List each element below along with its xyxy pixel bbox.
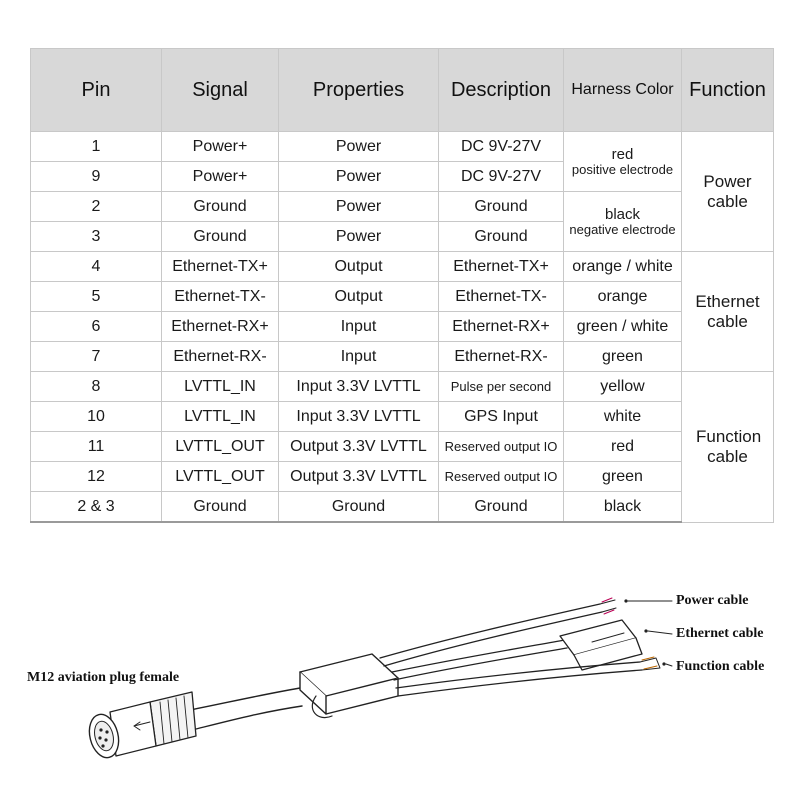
harness-cell: red [564, 432, 682, 462]
properties-cell: Output [279, 282, 439, 312]
header-function: Function [682, 49, 774, 132]
pin-cell: 2 [31, 192, 162, 222]
harness-cell: black [564, 492, 682, 523]
header-signal: Signal [162, 49, 279, 132]
description-cell: Reserved output IO [439, 462, 564, 492]
harness-cell: green / white [564, 312, 682, 342]
pin-cell: 3 [31, 222, 162, 252]
properties-cell: Input [279, 312, 439, 342]
pin-cell: 12 [31, 462, 162, 492]
signal-cell: Ground [162, 222, 279, 252]
table-row [31, 252, 774, 282]
plug-body [150, 692, 196, 746]
table-row [31, 282, 774, 312]
description-cell: Ethernet-RX- [439, 342, 564, 372]
function-cable-label: Function cable [676, 659, 765, 674]
description-cell: Ethernet-RX+ [439, 312, 564, 342]
properties-cell: Input 3.3V LVTTL [279, 402, 439, 432]
signal-cell: LVTTL_OUT [162, 462, 279, 492]
signal-cell: Ground [162, 192, 279, 222]
pin-cell: 11 [31, 432, 162, 462]
table-row [31, 402, 774, 432]
table-row [31, 312, 774, 342]
signal-cell: Ethernet-RX- [162, 342, 279, 372]
harness-cell: green [564, 342, 682, 372]
signal-cell: Power+ [162, 132, 279, 162]
signal-cell: Ethernet-TX- [162, 282, 279, 312]
function-cable-wire [396, 662, 640, 688]
properties-cell: Output 3.3V LVTTL [279, 462, 439, 492]
pin-cell: 9 [31, 162, 162, 192]
description-cell: Pulse per second [439, 372, 564, 402]
main-cable [190, 688, 300, 710]
pin-cell: 10 [31, 402, 162, 432]
table-header-row [31, 49, 774, 132]
header-description: Description [439, 49, 564, 132]
harness-cell: green [564, 462, 682, 492]
header-properties: Properties [279, 49, 439, 132]
harness-cell: orange / white [564, 252, 682, 282]
description-cell: Ethernet-TX- [439, 282, 564, 312]
harness-color-black: black [604, 205, 641, 223]
table-row [31, 342, 774, 372]
pin-cell: 2 & 3 [31, 492, 162, 523]
function-cell-ethernet: Ethernet cable [682, 252, 774, 372]
harness-note-negative: negative electrode [569, 221, 676, 237]
description-cell: Ground [439, 492, 564, 523]
properties-cell: Power [279, 222, 439, 252]
description-cell: GPS Input [439, 402, 564, 432]
pin-cell: 1 [31, 132, 162, 162]
description-cell: DC 9V-27V [439, 132, 564, 162]
signal-cell: LVTTL_OUT [162, 432, 279, 462]
harness-cell-power-positive [564, 132, 682, 192]
table-row [31, 192, 774, 222]
header-harness-color: Harness Color [564, 49, 682, 132]
pin-definition-table [30, 48, 774, 523]
properties-cell: Power [279, 162, 439, 192]
properties-cell: Power [279, 132, 439, 162]
harness-color-red: red [611, 145, 634, 163]
signal-cell: Ethernet-RX+ [162, 312, 279, 342]
properties-cell: Output [279, 252, 439, 282]
properties-cell: Power [279, 192, 439, 222]
harness-note-positive: positive electrode [571, 161, 674, 177]
pin-cell: 8 [31, 372, 162, 402]
properties-cell: Ground [279, 492, 439, 523]
harness-cell: white [564, 402, 682, 432]
signal-cell: Power+ [162, 162, 279, 192]
description-cell: DC 9V-27V [439, 162, 564, 192]
header-pin: Pin [31, 49, 162, 132]
signal-cell: LVTTL_IN [162, 372, 279, 402]
power-cable-wire [380, 604, 600, 658]
description-cell: Reserved output IO [439, 432, 564, 462]
properties-cell: Output 3.3V LVTTL [279, 432, 439, 462]
function-cell-power: Power cable [682, 132, 774, 252]
ethernet-cable-label: Ethernet cable [676, 626, 764, 641]
harness-cell: yellow [564, 372, 682, 402]
table-row [31, 462, 774, 492]
function-cell-function: Function cable [682, 372, 774, 523]
description-cell: Ground [439, 222, 564, 252]
harness-cell-power-negative [564, 192, 682, 252]
signal-cell: LVTTL_IN [162, 402, 279, 432]
pin-cell: 5 [31, 282, 162, 312]
harness-cell: orange [564, 282, 682, 312]
plug-label: M12 aviation plug female [27, 670, 180, 685]
ethernet-callout-line [648, 631, 672, 634]
description-cell: Ground [439, 192, 564, 222]
table-row [31, 132, 774, 162]
function-callout-line [666, 664, 672, 666]
table-row [31, 372, 774, 402]
table-row [31, 492, 774, 523]
pin-cell: 6 [31, 312, 162, 342]
description-cell: Ethernet-TX+ [439, 252, 564, 282]
pin-cell: 4 [31, 252, 162, 282]
signal-cell: Ground [162, 492, 279, 523]
signal-cell: Ethernet-TX+ [162, 252, 279, 282]
table-row [31, 432, 774, 462]
power-cable-label: Power cable [676, 593, 749, 608]
pin-cell: 7 [31, 342, 162, 372]
properties-cell: Input 3.3V LVTTL [279, 372, 439, 402]
properties-cell: Input [279, 342, 439, 372]
